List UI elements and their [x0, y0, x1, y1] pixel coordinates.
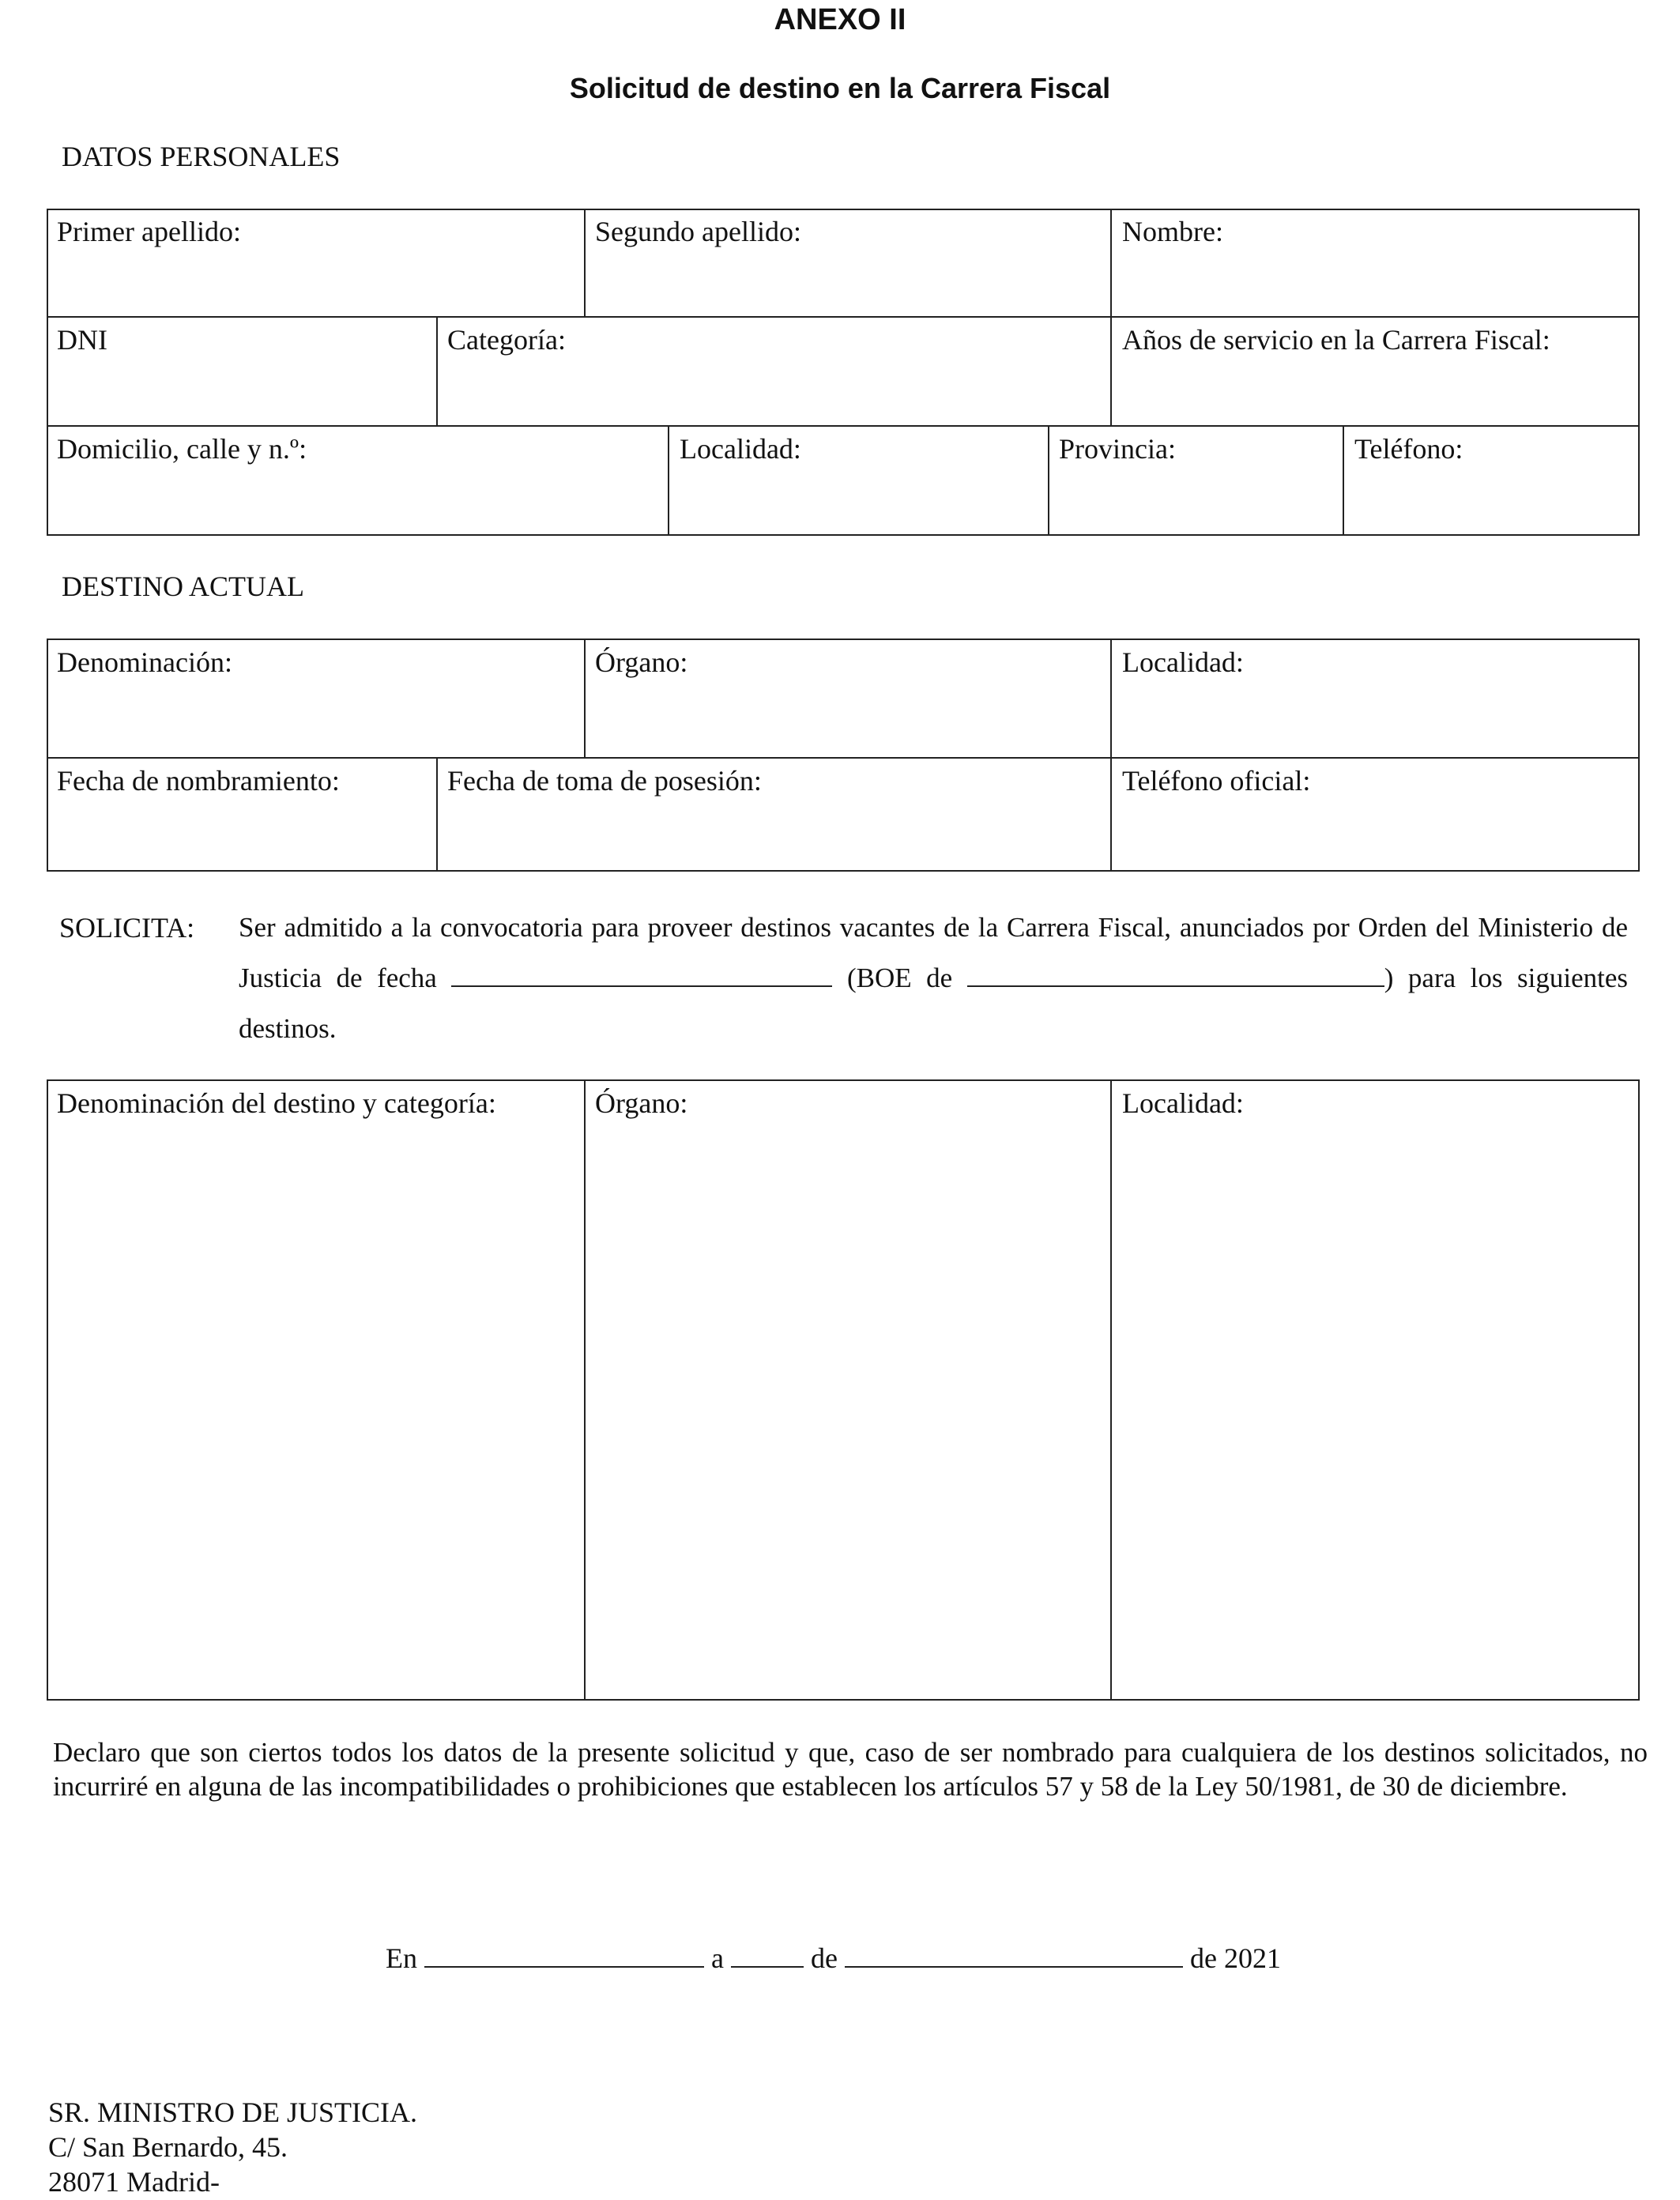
- personal-data-table: [47, 209, 1640, 536]
- organo-input-area[interactable]: [586, 1122, 1110, 1699]
- column-header-localidad: Localidad:: [1122, 1087, 1244, 1119]
- solicita-text-part2: (BOE de: [846, 962, 953, 993]
- field-telefono[interactable]: Teléfono:: [1354, 433, 1463, 465]
- field-localidad[interactable]: Localidad:: [680, 433, 801, 465]
- table-column-divider: [584, 639, 586, 757]
- table-column-divider: [436, 316, 438, 425]
- field-provincia[interactable]: Provincia:: [1059, 433, 1176, 465]
- document-subtitle: Solicitud de destino en la Carrera Fiscal: [569, 72, 1111, 104]
- field-fecha-posesion[interactable]: Fecha de toma de posesión:: [447, 765, 762, 797]
- column-header-denominacion-destino: Denominación del destino y categoría:: [57, 1087, 496, 1119]
- addressee-line-1: SR. MINISTRO DE JUSTICIA.: [48, 2096, 418, 2128]
- field-domicilio[interactable]: Domicilio, calle y n.º:: [57, 433, 307, 465]
- table-column-divider: [436, 757, 438, 872]
- field-denominacion[interactable]: Denominación:: [57, 646, 232, 678]
- section-heading-destino-actual: DESTINO ACTUAL: [62, 571, 304, 602]
- table-column-divider: [1110, 639, 1112, 872]
- table-row-divider: [47, 425, 1640, 427]
- date-en-label: En: [386, 1942, 417, 1974]
- document-title: ANEXO II: [774, 3, 906, 36]
- field-dni[interactable]: DNI: [57, 324, 107, 356]
- field-segundo-apellido[interactable]: Segundo apellido:: [595, 216, 801, 247]
- declaration-paragraph: Declaro que son ciertos todos los datos de la presente solicitud y que, caso de ser nombrado para cualquiera de los destinos solicitados, no incurriré en alguna de las incompatibilidades o prohibiciones que establecen los artículos 57 y 58 de la Ley 50/1981, de 30 de diciembre.: [53, 1737, 1648, 1802]
- current-post-table: [47, 639, 1640, 872]
- localidad-input-area[interactable]: [1112, 1122, 1638, 1699]
- table-column-divider: [1343, 425, 1344, 536]
- solicita-text-part3: ) para los siguientes destinos.: [239, 962, 1629, 1044]
- date-a-label: a: [711, 1942, 724, 1974]
- date-line: [386, 1941, 1281, 1976]
- date-year-label: de 2021: [1189, 1942, 1281, 1974]
- addressee-line-3: 28071 Madrid-: [48, 2166, 220, 2198]
- solicita-paragraph: [239, 902, 1628, 1054]
- month-blank[interactable]: [845, 1942, 1183, 1968]
- field-categoria[interactable]: Categoría:: [447, 324, 566, 356]
- field-nombre[interactable]: Nombre:: [1122, 216, 1223, 247]
- date-de-label: de: [810, 1942, 838, 1974]
- fecha-orden-blank[interactable]: [451, 962, 832, 987]
- field-primer-apellido[interactable]: Primer apellido:: [57, 216, 241, 247]
- table-row-divider: [47, 757, 1640, 759]
- field-organo[interactable]: Órgano:: [595, 646, 688, 678]
- table-column-divider: [1110, 209, 1112, 425]
- field-anos-servicio[interactable]: Años de servicio en la Carrera Fiscal:: [1122, 324, 1550, 356]
- solicita-text-part1: Ser admitido a la convocatoria para proveer destinos vacantes de la Carrera Fiscal, anunciados por Orden del Ministerio de Justicia de fecha: [239, 912, 1628, 993]
- section-heading-datos-personales: DATOS PERSONALES: [62, 141, 341, 172]
- table-column-divider: [584, 209, 586, 316]
- field-localidad-actual[interactable]: Localidad:: [1122, 646, 1244, 678]
- destino-input-area[interactable]: [48, 1122, 584, 1699]
- addressee-line-2: C/ San Bernardo, 45.: [48, 2131, 288, 2163]
- column-header-organo: Órgano:: [595, 1087, 688, 1119]
- solicita-label: SOLICITA:: [59, 912, 195, 944]
- table-column-divider: [1048, 425, 1049, 536]
- field-fecha-nombramiento[interactable]: Fecha de nombramiento:: [57, 765, 340, 797]
- day-blank[interactable]: [731, 1942, 804, 1968]
- field-telefono-oficial[interactable]: Teléfono oficial:: [1122, 765, 1311, 797]
- table-row-divider: [47, 316, 1640, 318]
- place-blank[interactable]: [424, 1942, 704, 1968]
- table-column-divider: [668, 425, 669, 536]
- boe-fecha-blank[interactable]: [967, 962, 1384, 987]
